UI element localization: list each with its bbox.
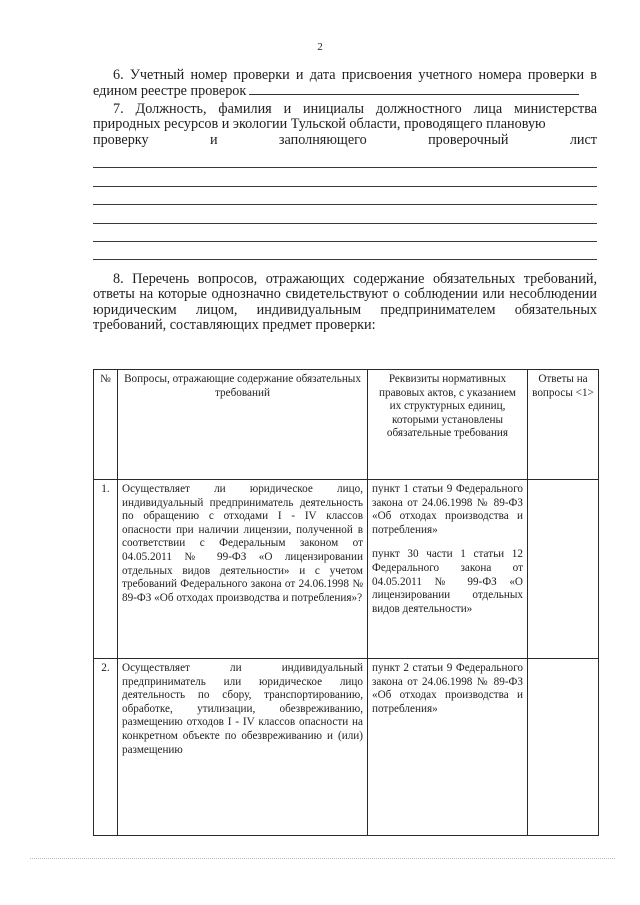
requisite-1: пункт 1 статьи 9 Федерального закона от 24.06.1998 № 89-ФЗ «Об отходах производства и потребления»: [372, 483, 523, 536]
item-6-registry-number: [93, 68, 597, 100]
row-number: 1.: [94, 480, 118, 659]
row-question: Осуществляет ли индивидуальный предприниматель или юридическое лицо деятельность по сбору, транспортированию, обработке, утилизации, обезвреживанию, размещению отходов I - IV классов опасности на конкретном объекте по обезвреживанию и (или) размещению: [118, 659, 368, 836]
inspector-blank-lines: [93, 150, 597, 260]
item-8-question-list: [93, 272, 597, 333]
scan-artifact: [30, 858, 615, 859]
item-8-text: 8. Перечень вопросов, отражающих содержание обязательных требований, ответы на которые однозначно свидетельствуют о соблюдении или несоблюдении юридическим лицом, индивидуальным предпринимателем обязательных требований, составляющих предмет проверки:: [93, 271, 597, 333]
blank-line: [93, 150, 597, 168]
item-7-line1: 7. Должность, фамилия и инициалы должностного лица министерства природных ресурсов и экологии Тульской области, проводящего плановую: [93, 101, 597, 133]
blank-line: [93, 187, 597, 205]
row-answer[interactable]: [528, 659, 599, 836]
table-header-row: [94, 370, 599, 480]
row-answer[interactable]: [528, 480, 599, 659]
table-row: [94, 659, 599, 836]
item-7-inspector: [93, 102, 597, 148]
header-answers: Ответы на вопросы <1>: [528, 370, 599, 480]
page-number: 2: [317, 41, 323, 53]
row-number: 2.: [94, 659, 118, 836]
table-row: [94, 480, 599, 659]
item-7-line2: проверку и заполняющего проверочный лист: [93, 131, 597, 148]
registry-number-blank: [249, 83, 579, 95]
blank-line: [93, 242, 597, 260]
header-requisites: Реквизиты нормативных правовых актов, с указанием их структурных единиц, которыми установлены обязательные требования: [368, 370, 528, 480]
row-question: Осуществляет ли юридическое лицо, индивидуальный предприниматель деятельность по обращению с отходами I - IV классов опасности при наличии лицензии, полученной в соответствии с Федеральным законом от 04.05.2011 № 99-ФЗ «О лицензировании отдельных видов деятельности» и с учетом требований Федерального закона от 24.06.1998 № 89-ФЗ «Об отходах производства и потребления»?: [118, 480, 368, 659]
blank-line: [93, 168, 597, 186]
header-num: №: [94, 370, 118, 480]
header-question: Вопросы, отражающие содержание обязательных требований: [118, 370, 368, 480]
blank-line: [93, 205, 597, 223]
requisite-1: пункт 2 статьи 9 Федерального закона от 24.06.1998 № 89-ФЗ «Об отходах производства и потребления»: [372, 662, 523, 715]
blank-line: [93, 224, 597, 242]
row-requisites: [368, 659, 528, 836]
requisite-2: пункт 30 части 1 статьи 12 Федерального закона от 04.05.2011 № 99-ФЗ «О лицензировании отдельных видов деятельности»: [372, 548, 523, 615]
row-requisites: [368, 480, 528, 659]
requirements-table: [93, 369, 599, 836]
item-6-text: 6. Учетный номер проверки и дата присвоения учетного номера проверки в едином реестре проверок: [93, 67, 597, 100]
